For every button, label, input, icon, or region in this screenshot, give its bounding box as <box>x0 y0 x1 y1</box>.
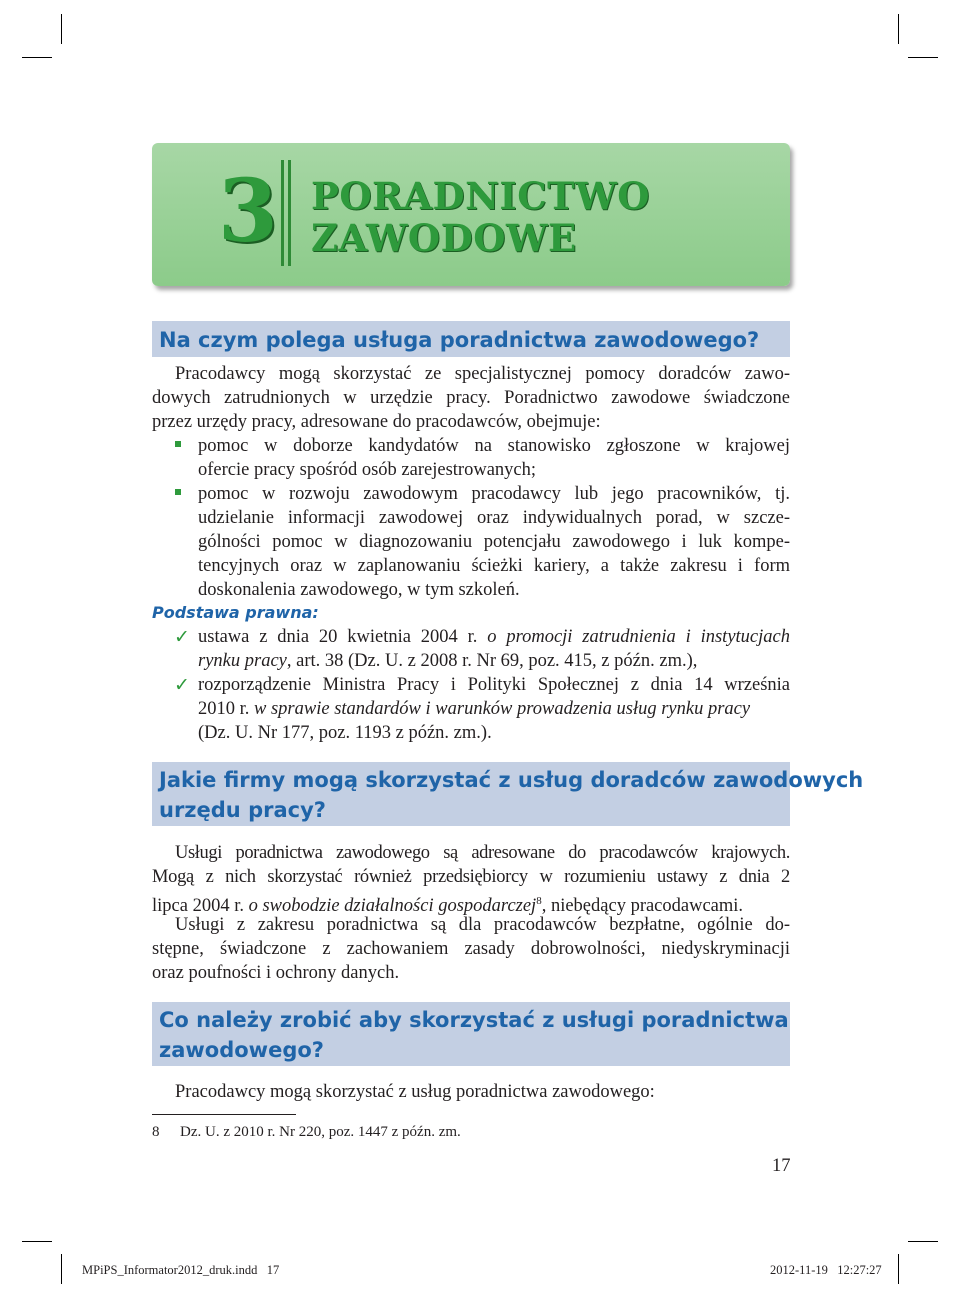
legal-line: 2010 r. w sprawie standardów i warunków prowadzenia usług rynku pracy <box>198 699 751 719</box>
section-heading: Na czym polega usługa poradnictwa zawodowego? <box>159 328 760 352</box>
bullet-line: udzielanie informacji zawodowej oraz indywidualnych porad, w szcze- <box>198 508 790 528</box>
bullet-square <box>175 441 181 447</box>
crop-mark <box>22 1241 52 1242</box>
bullet-line: gólności pomoc w diagnozowaniu potencjału zawodowego i luk kompe- <box>198 532 790 552</box>
checkmark-icon: ✓ <box>174 674 190 696</box>
bullet-line: pomoc w rozwoju zawodowym pracodawcy lub jego pracowników, tj. <box>198 484 790 504</box>
crop-mark <box>61 1254 62 1284</box>
paragraph-line: oraz poufności i ochrony danych. <box>152 963 400 983</box>
checkmark-icon: ✓ <box>174 626 190 648</box>
paragraph-line: Usługi z zakresu poradnictwa są dla pracodawców bezpłatne, ogólnie do- <box>175 915 790 935</box>
bullet-line: ofercie pracy spośród osób zarejestrowanych; <box>198 460 537 480</box>
chapter-number: 3 <box>218 161 278 262</box>
legal-basis-label: Podstawa prawna: <box>152 603 319 622</box>
footnote-text: Dz. U. z 2010 r. Nr 220, poz. 1447 z późn. zm. <box>180 1124 461 1140</box>
paragraph-line: stępne, świadczone z zachowaniem zasady dobrowolności, niedyskryminacji <box>152 939 790 959</box>
footnote-number: 8 <box>152 1124 160 1140</box>
chapter-title-line1: PORADNICTWO <box>311 174 650 218</box>
section-heading: Jakie firmy mogą skorzystać z usług doradców zawodowych <box>159 768 864 792</box>
paragraph-line: Pracodawcy mogą skorzystać ze specjalistycznej pomocy doradców zawo- <box>175 364 790 384</box>
chapter-title-line2: ZAWODOWE <box>311 216 577 260</box>
section-heading: zawodowego? <box>159 1038 324 1062</box>
bullet-line: doskonalenia zawodowego, w tym szkoleń. <box>198 580 520 600</box>
legal-line: rozporządzenie Ministra Pracy i Polityki Społecznej z dnia 14 września <box>198 675 790 695</box>
paragraph-line: Pracodawcy mogą skorzystać z usług poradnictwa zawodowego: <box>175 1082 655 1102</box>
page-number: 17 <box>772 1156 791 1176</box>
slug-filename: MPiPS_Informator2012_druk.indd 17 <box>82 1263 280 1277</box>
crop-mark <box>22 57 52 58</box>
legal-line: rynku pracy, art. 38 (Dz. U. z 2008 r. Nr 69, poz. 415, z późn. zm.), <box>198 651 698 671</box>
section-heading: urzędu pracy? <box>159 798 326 822</box>
crop-mark <box>898 14 899 44</box>
footnote-rule <box>152 1114 296 1115</box>
chapter-divider <box>281 160 284 266</box>
paragraph-line: dowych zatrudnionych w urzędzie pracy. Poradnictwo zawodowe świadczone <box>152 388 790 408</box>
bullet-square <box>175 489 181 495</box>
legal-line: (Dz. U. Nr 177, poz. 1193 z późn. zm.). <box>198 723 492 743</box>
chapter-divider <box>288 160 291 266</box>
slug-datetime: 2012-11-19 12:27:27 <box>770 1263 882 1277</box>
crop-mark <box>61 14 62 44</box>
paragraph-line: lipca 2004 r. o swobodzie działalności gospodarczej$^8$, niebędący pracodawcami. <box>152 895 744 917</box>
crop-mark <box>898 1254 899 1284</box>
paragraph-line: Mogą z nich skorzystać również przedsiębiorcy w rozumieniu ustawy z dnia 2 <box>152 867 790 887</box>
legal-line: ustawa z dnia 20 kwietnia 2004 r. o promocji zatrudnienia i instytucjach <box>198 627 790 647</box>
bullet-line: tencyjnych oraz w zaplanowaniu ścieżki kariery, a także zakresu i form <box>198 556 790 576</box>
paragraph-line: przez urzędy pracy, adresowane do pracodawców, obejmuje: <box>152 412 601 432</box>
paragraph-line: Usługi poradnictwa zawodowego są adresowane do pracodawców krajowych. <box>175 843 790 863</box>
bullet-line: pomoc w doborze kandydatów na stanowisko zgłoszone w krajowej <box>198 436 790 456</box>
section-heading: Co należy zrobić aby skorzystać z usługi poradnictwa <box>159 1008 789 1032</box>
crop-mark <box>908 1241 938 1242</box>
crop-mark <box>908 57 938 58</box>
